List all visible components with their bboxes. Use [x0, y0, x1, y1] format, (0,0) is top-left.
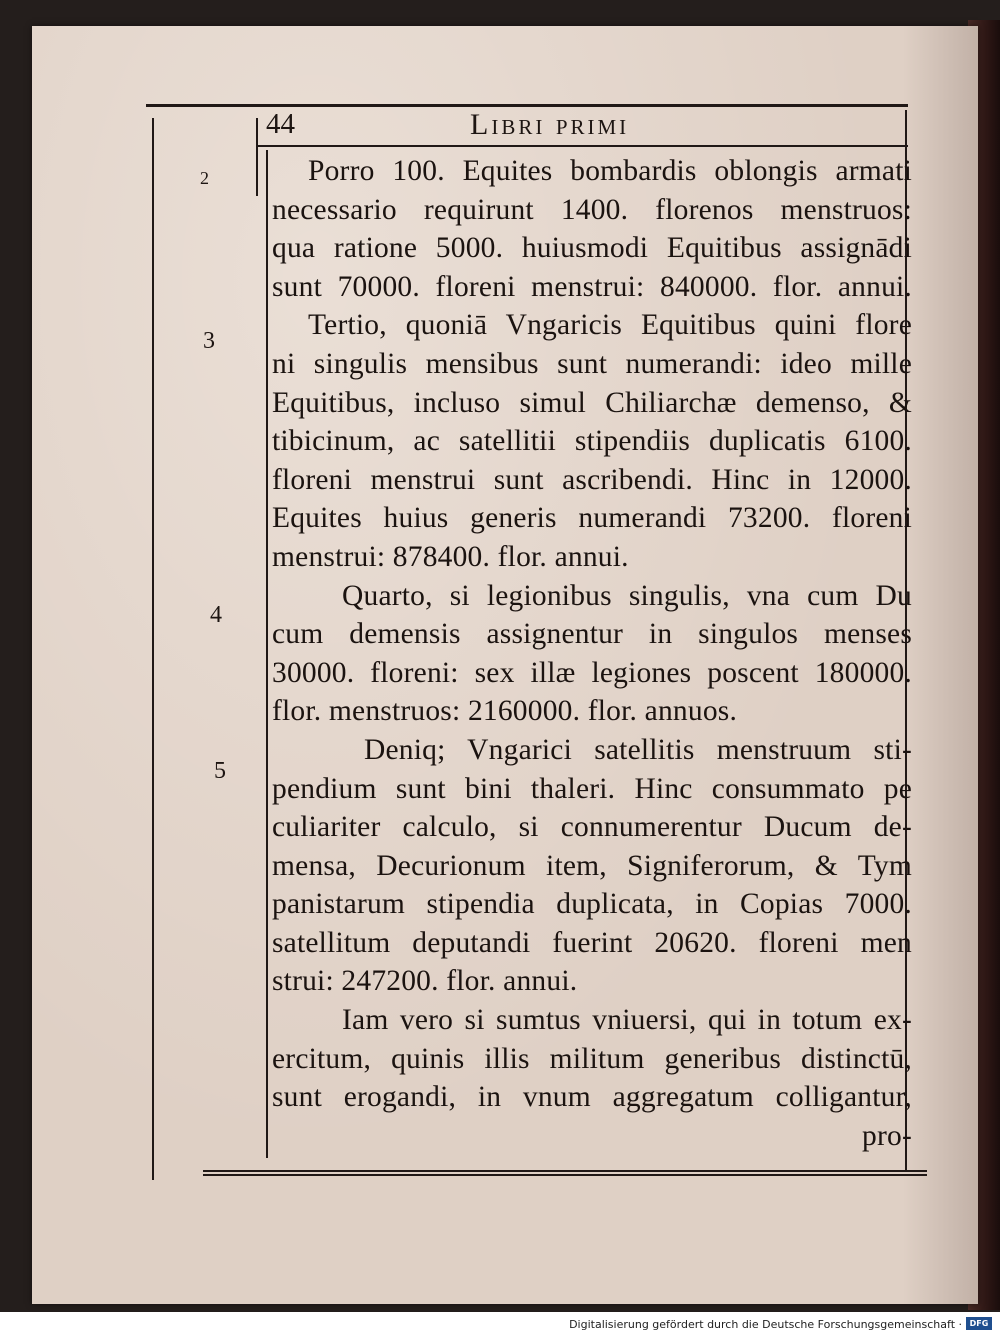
text-line: strui: 247200. flor. annui.: [272, 965, 578, 998]
margin-number-3: 3: [203, 328, 215, 354]
margin-number-4: 4: [210, 602, 222, 628]
left-inner-rule: [256, 118, 258, 196]
text-line: Equitibus, incluso simul Chiliarchæ demenso, &: [272, 386, 912, 419]
header-rule-top: [146, 104, 908, 107]
text-line: sunt erogandi, in vnum aggregatum colligantur,: [272, 1081, 912, 1114]
footer-rule-top: [203, 1170, 927, 1172]
header-rule-under: [258, 145, 908, 147]
catchword: pro-: [862, 1119, 912, 1152]
dfg-logo: DFG: [966, 1317, 992, 1330]
text-line: Equites huius generis numerandi 73200. floreni: [272, 502, 912, 535]
text-line: Tertio, quoniā Vngaricis Equitibus quini flore: [308, 309, 912, 342]
text-line: cum demensis assignentur in singulos menses: [272, 618, 912, 651]
margin-number-5: 5: [214, 758, 226, 784]
text-column-rule: [266, 150, 268, 1158]
text-line: ercitum, quinis illis militum generibus distinctū,: [272, 1042, 912, 1075]
text-line: Deniq; Vngarici satellitis menstruum sti-: [364, 733, 912, 766]
footer-rule-bottom: [203, 1174, 927, 1176]
text-line: floreni menstrui sunt ascribendi. Hinc in 12000.: [272, 463, 912, 496]
text-line: panistarum stipendia duplicata, in Copias 7000.: [272, 888, 912, 921]
text-line: menstrui: 878400. flor. annui.: [272, 540, 629, 573]
running-head-title: Libri primi: [470, 108, 630, 141]
text-line: necessario requirunt 1400. florenos menstruos:: [272, 193, 912, 226]
text-line: sunt 70000. floreni menstrui: 840000. flor. annui.: [272, 270, 912, 303]
text-line: satellitum deputandi fuerint 20620. floreni men: [272, 926, 912, 959]
text-line: mensa, Decurionum item, Signiferorum, & Tym: [272, 849, 912, 882]
text-line: Quarto, si legionibus singulis, vna cum Du: [342, 579, 912, 612]
text-line: Porro 100. Equites bombardis oblongis armati: [308, 155, 912, 187]
text-line: flor. menstruos: 2160000. flor. annuos.: [272, 695, 738, 728]
text-line: tibicinum, ac satellitii stipendiis duplicatis 6100.: [272, 425, 912, 458]
text-line: 30000. floreni: sex illæ legiones poscent 180000.: [272, 656, 912, 689]
footer-credit-text: Digitalisierung gefördert durch die Deutsche Forschungsgemeinschaft ·: [569, 1318, 962, 1331]
text-line: ni singulis mensibus sunt numerandi: ideo mille: [272, 347, 912, 380]
running-head: [260, 108, 910, 144]
text-line: Iam vero si sumtus vniuersi, qui in totum ex-: [342, 1004, 912, 1037]
left-outer-rule: [152, 118, 154, 1180]
body-text: [272, 152, 912, 1155]
text-line: culiariter calculo, si connumerentur Ducum de-: [272, 811, 912, 844]
margin-number-2: 2: [200, 168, 209, 188]
digitization-footer: [0, 1312, 1000, 1336]
text-line: qua ratione 5000. huiusmodi Equitibus assignādi: [272, 232, 912, 265]
text-line: pendium sunt bini thaleri. Hinc consummato pe: [272, 772, 912, 805]
page-number: 44: [266, 108, 295, 140]
